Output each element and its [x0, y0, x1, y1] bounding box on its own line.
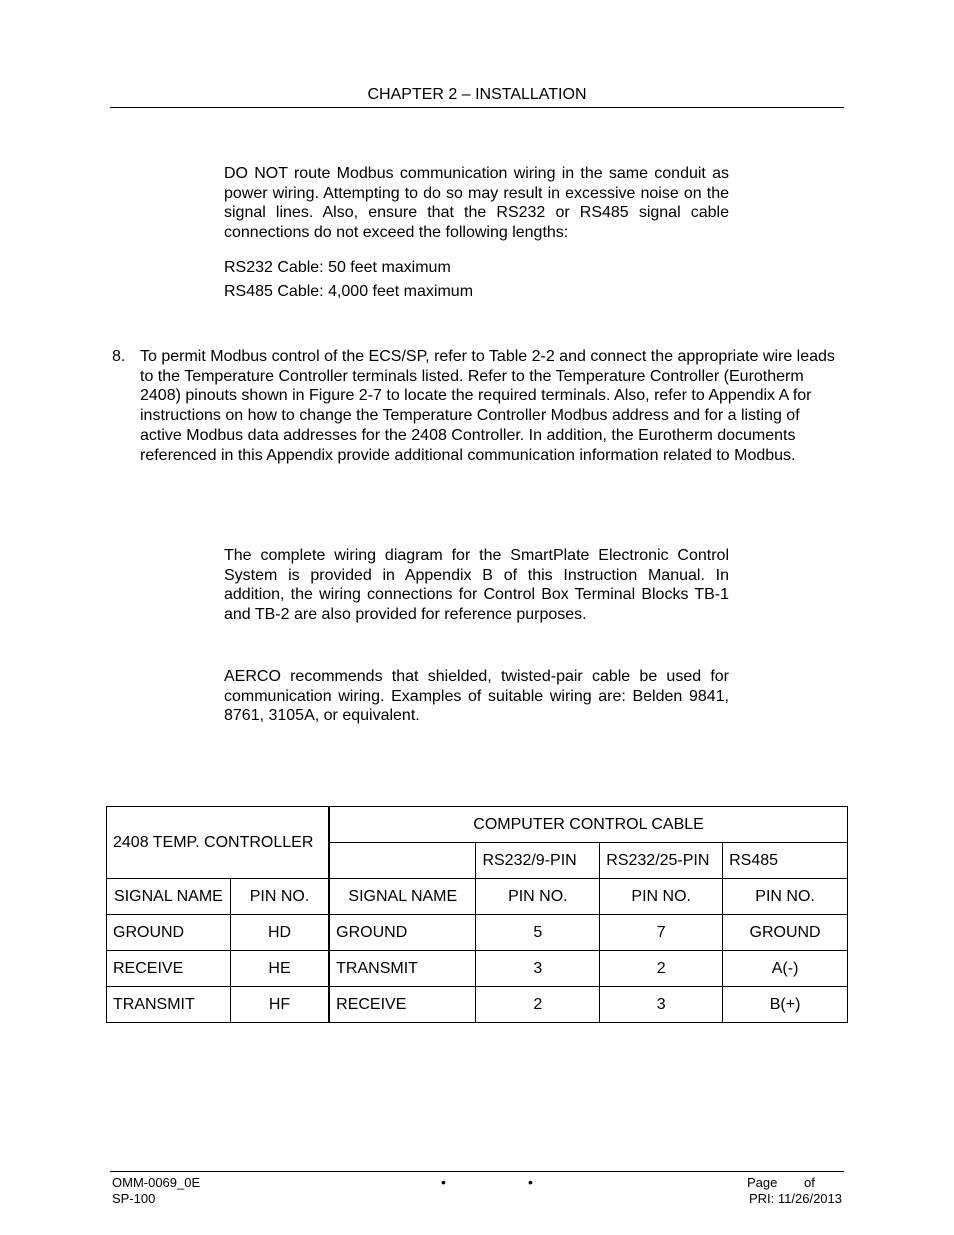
col-header-signal-name: SIGNAL NAME	[107, 879, 231, 915]
table-row	[107, 915, 848, 951]
caution-text: DO NOT route Modbus communication wiring in the same conduit as power wiring. Attempting to do so may result in excessive noise on the signal lines. Also, ensure that the RS232 or RS485 signal cable connections do not exceed the following lengths:	[224, 165, 729, 242]
rs485-cell: B(+)	[723, 987, 848, 1023]
pri-date: PRI: 11/26/2013	[749, 1191, 842, 1206]
subheader-rs485: RS485	[723, 843, 848, 879]
pin9-cell: 2	[476, 987, 600, 1023]
table-row	[107, 987, 848, 1023]
model-number: SP-100	[112, 1191, 156, 1206]
ctrl-signal-cell: GROUND	[107, 915, 231, 951]
temp-controller-group-header: 2408 TEMP. CONTROLLER	[107, 807, 330, 879]
subheader-blank	[329, 843, 476, 879]
pin9-cell: 3	[476, 951, 600, 987]
col-header-pin-no: PIN NO.	[230, 879, 329, 915]
of-label: of	[804, 1175, 815, 1190]
ctrl-pin-cell: HF	[230, 987, 329, 1023]
ctrl-signal-cell: TRANSMIT	[107, 987, 231, 1023]
pc-signal-cell: TRANSMIT	[329, 951, 476, 987]
page-label: Page	[747, 1175, 778, 1190]
rs485-cell: A(-)	[723, 951, 848, 987]
footer-bullet-right: •	[528, 1174, 533, 1190]
step-number: 8.	[112, 348, 126, 365]
subheader-rs232-9pin: RS232/9-PIN	[476, 843, 600, 879]
col-header-pin-no: PIN NO.	[600, 879, 723, 915]
col-header-signal-name: SIGNAL NAME	[329, 879, 476, 915]
subheader-rs232-25pin: RS232/25-PIN	[600, 843, 723, 879]
wiring-diagram-note: The complete wiring diagram for the SmartPlate Electronic Control System is provided in Appendix B of this Instruction Manual. In addition, the wiring connections for Control Box Terminal Blocks TB-1 and TB-2 are also provided for reference purposes.	[224, 547, 729, 624]
ctrl-signal-cell: RECEIVE	[107, 951, 231, 987]
header-rule	[110, 107, 844, 108]
pin25-cell: 7	[600, 915, 723, 951]
ctrl-pin-cell: HD	[230, 915, 329, 951]
col-header-pin-no: PIN NO.	[476, 879, 600, 915]
rs232-limit: RS232 Cable: 50 feet maximum	[224, 259, 451, 276]
doc-number: OMM-0069_0E	[112, 1175, 201, 1190]
step-text: To permit Modbus control of the ECS/SP, refer to Table 2-2 and connect the appropriate wire leads to the Temperature Controller terminals listed. Refer to the Temperature Controller (Eurotherm 2408) pinouts shown in Figure 2-7 to locate the required terminals. Also, refer to Appendix A for instructions on how to change the Temperature Controller Modbus address and for a listing of active Modbus data addresses for the 2408 Controller. In addition, the Eurotherm documents referenced in this Appendix provide additional communication information related to Modbus.	[140, 348, 835, 464]
pin9-cell: 5	[476, 915, 600, 951]
cable-recommendation-note: AERCO recommends that shielded, twisted-pair cable be used for communication wiring. Examples of suitable wiring are: Belden 9841, 8761, 3105A, or equivalent.	[224, 668, 729, 725]
footer-bullet-left: •	[441, 1174, 446, 1190]
rs485-limit: RS485 Cable: 4,000 feet maximum	[224, 283, 474, 300]
ctrl-pin-cell: HE	[230, 951, 329, 987]
pc-signal-cell: GROUND	[329, 915, 476, 951]
chapter-title: CHAPTER 2 – INSTALLATION	[367, 86, 587, 103]
pc-signal-cell: RECEIVE	[329, 987, 476, 1023]
footer-rule	[110, 1171, 844, 1172]
modbus-pinout-table	[106, 806, 848, 1023]
pin25-cell: 2	[600, 951, 723, 987]
rs485-cell: GROUND	[723, 915, 848, 951]
table-row	[107, 951, 848, 987]
computer-cable-group-header: COMPUTER CONTROL CABLE	[329, 807, 847, 843]
pin25-cell: 3	[600, 987, 723, 1023]
col-header-pin-no: PIN NO.	[723, 879, 848, 915]
